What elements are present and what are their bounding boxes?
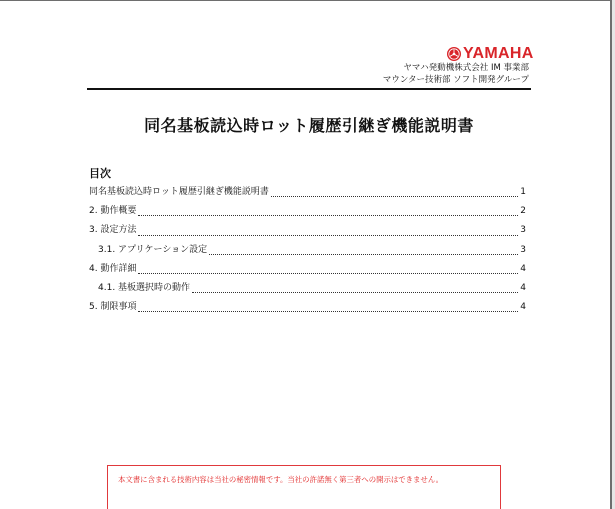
toc-subentry[interactable] bbox=[89, 280, 526, 299]
header-divider bbox=[87, 88, 531, 90]
toc-entry-page: 4 bbox=[520, 302, 526, 313]
toc-leader-dots bbox=[271, 196, 518, 197]
toc-leader-dots bbox=[138, 235, 518, 236]
yamaha-tuning-fork-emblem-icon bbox=[447, 47, 461, 61]
confidentiality-notice-box bbox=[107, 465, 501, 509]
table-of-contents bbox=[89, 184, 526, 318]
toc-entry[interactable] bbox=[89, 299, 526, 318]
toc-entry[interactable] bbox=[89, 261, 526, 280]
document-title: 同名基板読込時ロット履歴引継ぎ機能説明書 bbox=[144, 116, 474, 135]
toc-leader-dots bbox=[138, 273, 518, 274]
company-line-1: ヤマハ発動機株式会社 IM 事業部 bbox=[403, 63, 529, 73]
toc-entry-page: 3 bbox=[520, 244, 526, 255]
toc-entry-label: 4. 動作詳細 bbox=[89, 263, 137, 274]
toc-entry[interactable] bbox=[89, 203, 526, 222]
confidentiality-notice-text: 本文書に含まれる技術内容は当社の秘密情報です。当社の許諾無く第三者への開示はできません。 bbox=[118, 475, 444, 484]
toc-entry-label: 5. 制限事項 bbox=[89, 302, 137, 313]
toc-entry[interactable] bbox=[89, 184, 526, 203]
yamaha-logo bbox=[447, 46, 534, 62]
toc-entry-page: 4 bbox=[520, 282, 526, 293]
toc-entry-label: 3. 設定方法 bbox=[89, 225, 137, 236]
toc-entry-label: 2. 動作概要 bbox=[89, 206, 137, 217]
toc-entry[interactable] bbox=[89, 222, 526, 241]
company-line-2: マウンター技術部 ソフト開発グループ bbox=[382, 75, 529, 85]
toc-subentry[interactable] bbox=[89, 242, 526, 261]
toc-entry-label: 同名基板読込時ロット履歴引継ぎ機能説明書 bbox=[89, 187, 269, 197]
toc-entry-page: 2 bbox=[520, 206, 526, 217]
toc-entry-page: 3 bbox=[520, 225, 526, 236]
toc-leader-dots bbox=[192, 292, 518, 293]
toc-leader-dots bbox=[209, 254, 518, 255]
toc-leader-dots bbox=[138, 215, 518, 216]
yamaha-logo-text: YAMAHA bbox=[463, 45, 534, 62]
toc-leader-dots bbox=[138, 311, 518, 312]
toc-entry-page: 4 bbox=[520, 263, 526, 274]
toc-heading: 目次 bbox=[89, 167, 111, 180]
toc-entry-label: 4.1. 基板選択時の動作 bbox=[98, 282, 191, 293]
toc-entry-label: 3.1. アプリケーション設定 bbox=[98, 244, 208, 255]
company-info bbox=[383, 62, 529, 86]
toc-entry-page: 1 bbox=[520, 187, 526, 197]
